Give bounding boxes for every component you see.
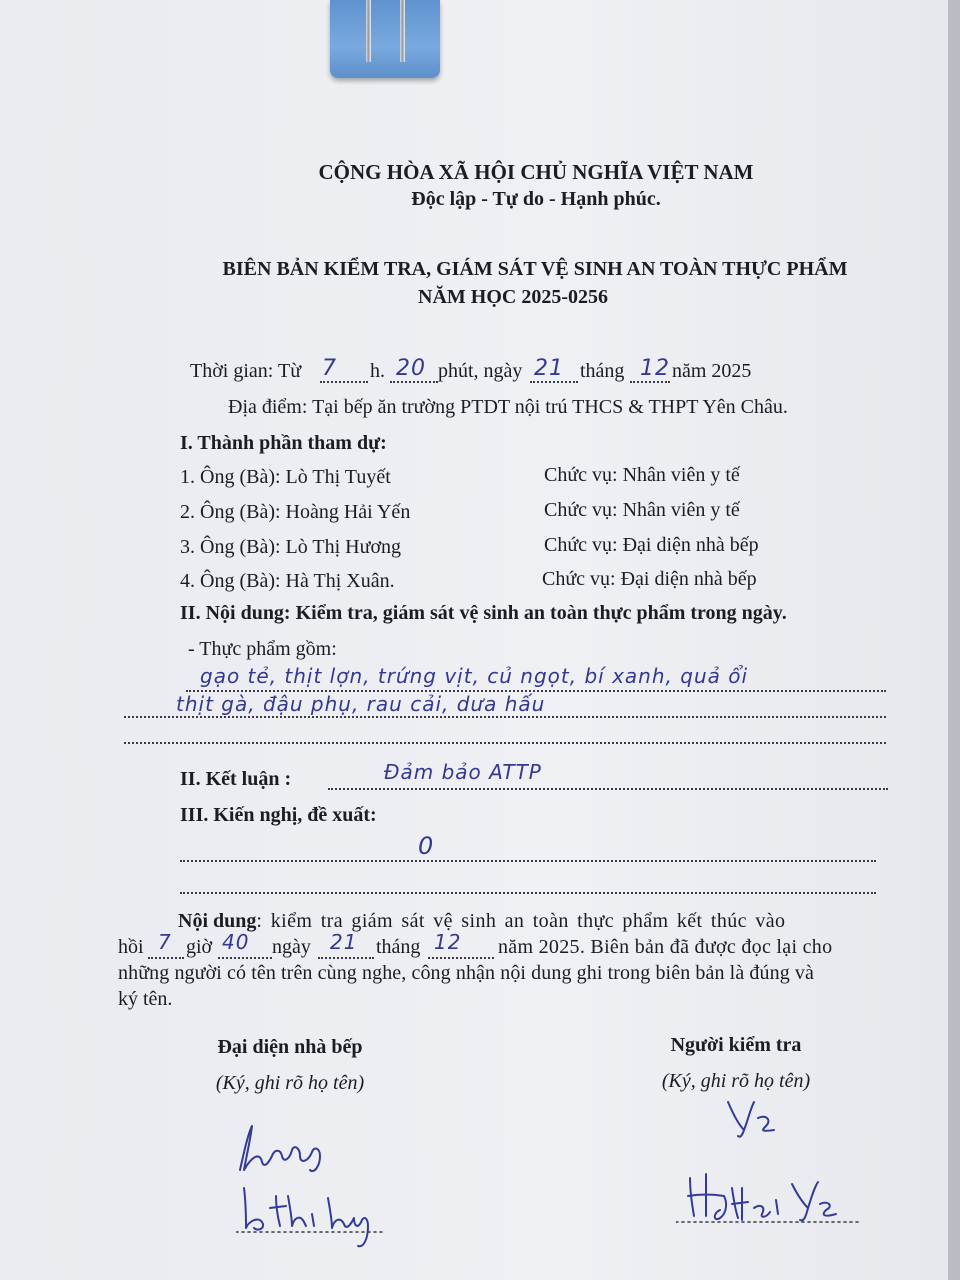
- document-title: BIÊN BẢN KIỂM TRA, GIÁM SÁT VỆ SINH AN TOÀN THỰC PHẨM: [222, 258, 848, 280]
- conclusion-label: II. Kết luận :: [180, 768, 292, 790]
- participant-name-1: 1. Ông (Bà): Lò Thị Tuyết: [180, 466, 391, 488]
- time-month-label: tháng: [580, 360, 625, 382]
- time-month: 12: [640, 356, 670, 381]
- document-subtitle: NĂM HỌC 2025-0256: [418, 286, 608, 308]
- national-title: CỘNG HÒA XÃ HỘI CHỦ NGHĨA VIỆT NAM: [318, 160, 754, 184]
- closing-month: 12: [434, 930, 462, 954]
- time-year-label: năm 2025: [672, 360, 752, 382]
- participant-name-2: 2. Ông (Bà): Hoàng Hải Yến: [180, 501, 411, 523]
- participant-role-2: Chức vụ: Nhân viên y tế: [544, 499, 740, 521]
- closing-bold: Nội dung: [178, 910, 257, 932]
- closing-line-3: những người có tên trên cùng nghe, công nhận nội dung ghi trong biên bản là đúng và: [118, 962, 814, 984]
- closing-line-4: ký tên.: [118, 988, 173, 1010]
- closing-year-text: năm 2025. Biên bản đã được đọc lại cho: [498, 936, 833, 958]
- location: Địa điểm: Tại bếp ăn trường PTDT nội trú THCS & THPT Yên Châu.: [228, 396, 788, 418]
- motto: Độc lập - Tự do - Hạnh phúc.: [411, 188, 661, 210]
- right-signature-title: Người kiểm tra: [670, 1034, 802, 1056]
- closing-hour: 7: [158, 930, 172, 954]
- closing-gio-label: giờ: [186, 936, 213, 958]
- left-signature-name: [236, 1178, 396, 1254]
- time-hour: 7: [322, 356, 337, 381]
- participant-name-3: 3. Ông (Bà): Lò Thị Hương: [180, 536, 402, 558]
- food-label: - Thực phẩm gồm:: [188, 638, 337, 660]
- closing-ngay-label: ngày: [272, 936, 311, 958]
- conclusion-value: Đảm bảo ATTP: [384, 760, 542, 784]
- right-signature-note: (Ký, ghi rõ họ tên): [661, 1070, 811, 1092]
- right-signature-mark: [722, 1096, 792, 1140]
- time-day-label: phút, ngày: [438, 360, 523, 382]
- time-minute: 20: [396, 356, 426, 381]
- closing-day: 21: [330, 930, 358, 954]
- left-signature-mark: [230, 1118, 340, 1178]
- proposal-label: III. Kiến nghị, đề xuất:: [180, 804, 377, 826]
- food-line-1: gạo tẻ, thịt lợn, trứng vịt, củ ngọt, bí xanh, quả ổi: [200, 664, 749, 688]
- closing-thang-label: tháng: [376, 936, 421, 958]
- time-h-label: h.: [370, 360, 385, 382]
- right-signature-name: [676, 1164, 866, 1234]
- participant-name-4: 4. Ông (Bà): Hà Thị Xuân.: [180, 570, 395, 592]
- food-line-2: thịt gà, đậu phụ, rau cải, dưa hấu: [176, 692, 546, 716]
- time-day: 21: [534, 356, 564, 381]
- binder-clip: [330, 0, 440, 78]
- participant-role-4: Chức vụ: Đại diện nhà bếp: [542, 568, 757, 590]
- proposal-value: 0: [418, 832, 435, 860]
- closing-line-1: [178, 910, 785, 933]
- participant-role-3: Chức vụ: Đại diện nhà bếp: [544, 534, 759, 556]
- left-signature-note: (Ký, ghi rõ họ tên): [215, 1072, 365, 1094]
- closing-hoi-label: hồi: [118, 936, 144, 958]
- closing-text-1: : kiểm tra giám sát vệ sinh an toàn thực phẩm kết thúc vào: [256, 910, 786, 932]
- participants-heading: I. Thành phần tham dự:: [180, 432, 387, 454]
- participant-role-1: Chức vụ: Nhân viên y tế: [544, 464, 740, 486]
- closing-minute: 40: [222, 930, 250, 954]
- left-signature-title: Đại diện nhà bếp: [217, 1036, 363, 1058]
- content-heading: II. Nội dung: Kiểm tra, giám sát vệ sinh an toàn thực phẩm trong ngày.: [180, 602, 787, 624]
- time-label: Thời gian: Từ: [190, 360, 302, 382]
